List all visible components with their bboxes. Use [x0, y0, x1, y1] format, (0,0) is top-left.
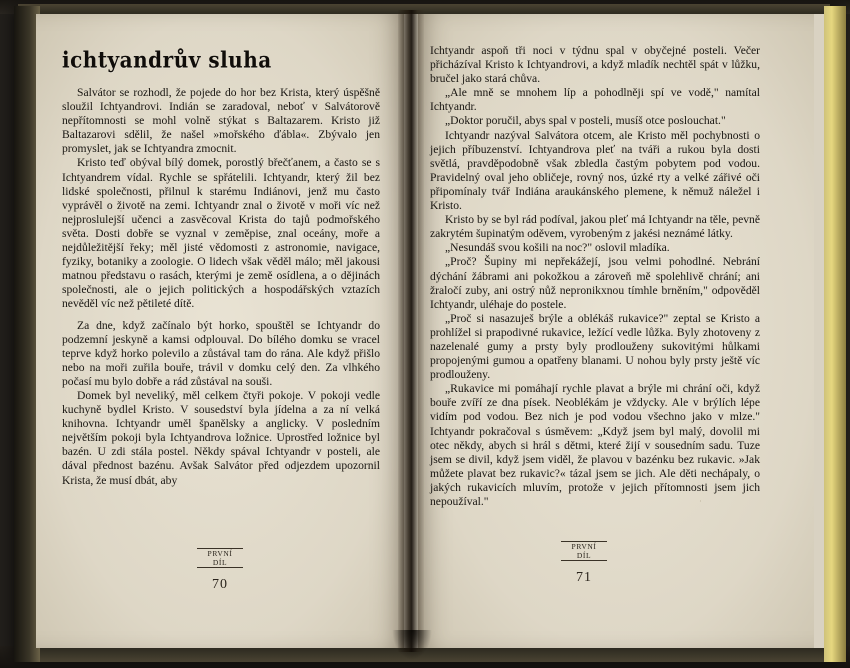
footer-rule-bottom	[197, 567, 243, 568]
paragraph: Kristo teď obýval bílý domek, porostlý břečťanem, a často se s Ichtyandrem vídal. Rychle se spřátelili. Ichtyandr, který žil bez lidské společnosti, přilnul k starému Indiánovi, jenž mu často vyprávěl o životě na zemi. Ichtyandr znal o životě v moři víc než nejproslulejší učenci a zasvěcoval Krista do tajů podmořského světa. Dosti dobře se vyznal v zeměpise, znal oceány, moře a nejdůležitější řeky; měl jisté vědomosti z astronomie, navigace, fyziky, botaniky a zoologie. O lidech však věděl málo; měl jakousi matnou představu o rasách, kterými je země osídlena, a o dějinách společnosti, ale o jejich politických a hospodářských vztazích nevěděl víc než pětileté dítě.	[62, 156, 380, 311]
book-cover-right-edge	[824, 6, 846, 662]
paragraph: Ichtyandr nazýval Salvátora otcem, ale Kristo měl pochybnosti o jejich příbuzenství. Ichtyandrova pleť na tváři a rukou byla dosti světlá, pravděpodobně však zbledla častým pobytem pod vodou. Pravidelný oval jeho obličeje, rovný nos, úzké rty a velké zářivé oči připomínaly tvář Indiána araukánského plemene, k němuž náležel i Kristo.	[430, 128, 760, 213]
paragraph: „Proč si nasazuješ brýle a oblékáš rukavice?" zeptal se Kristo a prohlížel si prapodivné rukavice, ležící vedle lůžka. Byly zhotoveny z nazelenalé gumy a prsty byly prodlouženy sukovitými hůlkami propojenými gumou a opatřeny blanami. U nohou byly prsty ještě víc prodlouženy.	[430, 311, 760, 382]
page-number: 71	[576, 570, 592, 585]
paragraph-spacer	[62, 312, 380, 319]
right-page-text	[430, 44, 760, 509]
left-page-text	[62, 86, 380, 488]
chapter-title: ichtyandrův sluha	[62, 46, 272, 73]
book-gutter-bottom-shadow	[392, 630, 432, 660]
paragraph: Kristo by se byl rád podíval, jakou pleť má Ichtyandr na těle, pevně zakrytém šupinatým oděvem, vyrobeným z jakési neznámé látky.	[430, 213, 760, 241]
right-page-footer	[534, 541, 634, 586]
footer-volume-line2: DÍL	[576, 551, 592, 560]
paragraph: „Ale mně se mnohem líp a pohodlněji spí ve vodě," namítal Ichtyandr.	[430, 86, 760, 114]
paragraph: „Rukavice mi pomáhají rychle plavat a brýle mi chrání oči, když bouře zvíří ze dna písek. Neoblékám je vždycky. Ale v brýlích lépe vidím pod vodou. Bez nich je pod vodou všechno jako v mlze." Ichtyandr pokračoval s úsměvem: „Když jsem byl malý, dovolil mi otec někdy, abych si hrál s dětmi, které žijí v sousedním sadu. Tuze jsem se divil, když jsem viděl, že plavou v bazénku bez rukavic. »Jak můžete plavat bez rukavic?« tázal jsem se jich. Ale děti nechápaly, o jakých rukavicích mluvím, protože v jejich přítomnosti jsem jich nepoužíval."	[430, 382, 760, 508]
left-page-footer	[170, 548, 270, 593]
paragraph: Ichtyandr aspoň tři noci v týdnu spal v obyčejné posteli. Večer přicházíval Kristo k Ichtyandrovi, a když mladík nechtěl spát v lůžku, bručel jako stará chůva.	[430, 44, 760, 86]
paragraph: Za dne, když začínalo být horko, spouštěl se Ichtyandr do podzemní jeskyně a kamsi odplouval. Do bílého domku se vracel teprve když horko polevilo a zůstával tam do rána. Ale když přišlo nebo na moři zuřila bouře, trávil v domku celý den. Za vlhkého počasí mu bylo dobře a rád zůstával na souši.	[62, 318, 380, 388]
paragraph: „Proč? Šupiny mi nepřekážejí, jsou velmi pohodlné. Nebrání dýchání žábrami ani pokožkou a zároveň mě spolehlivě chrání; ani žraločí zuby, ani ostrý nůž nepronikxnou tímhle brněním," odpověděl Ichtyandr, uléhaje do postele.	[430, 255, 760, 311]
paragraph: Salvátor se rozhodl, že pojede do hor bez Krista, který úspěšně sloužil Ichtyandrovi. Indián se zaradoval, neboť v Salvátorově nepřítomnosti se mohl volně stýkat s Baltazarem. Kristo již Baltazarovi sdělil, že našel »mořského ďábla«. Zbývalo jen promyslet, jak se Ichtyandra zmocnit.	[62, 86, 380, 156]
book-cover-top-edge	[18, 4, 830, 14]
book-gutter-shadow	[398, 10, 424, 652]
paragraph: „Doktor poručil, abys spal v posteli, musíš otce poslouchat."	[445, 114, 726, 128]
paragraph: Domek byl neveliký, měl celkem čtyři pokoje. V pokoji vedle kuchyně bydlel Kristo. V sousedství byla jídelna a za ní velká knihovna. Ichtyandr uměl španělsky a anglicky. V posledním největším pokoji byla Ichtyandrova ložnice. Uprostřed ložnice byl bazén. U zdi stála postel. Někdy spával Ichtyandr v posteli, ale dával přednost bazénu. Avšak Salvátor před odjezdem upozornil Krista, že musí dbát, aby	[62, 388, 380, 487]
footer-volume-line2: DÍL	[212, 558, 228, 567]
footer-rule-bottom	[561, 560, 607, 561]
footer-volume-line1: PRVNÍ	[571, 542, 597, 551]
paragraph: „Nesundáš svou košili na noc?" oslovil mladíka.	[445, 241, 670, 255]
footer-volume-line1: PRVNÍ	[207, 549, 233, 558]
page-number: 70	[212, 577, 228, 592]
